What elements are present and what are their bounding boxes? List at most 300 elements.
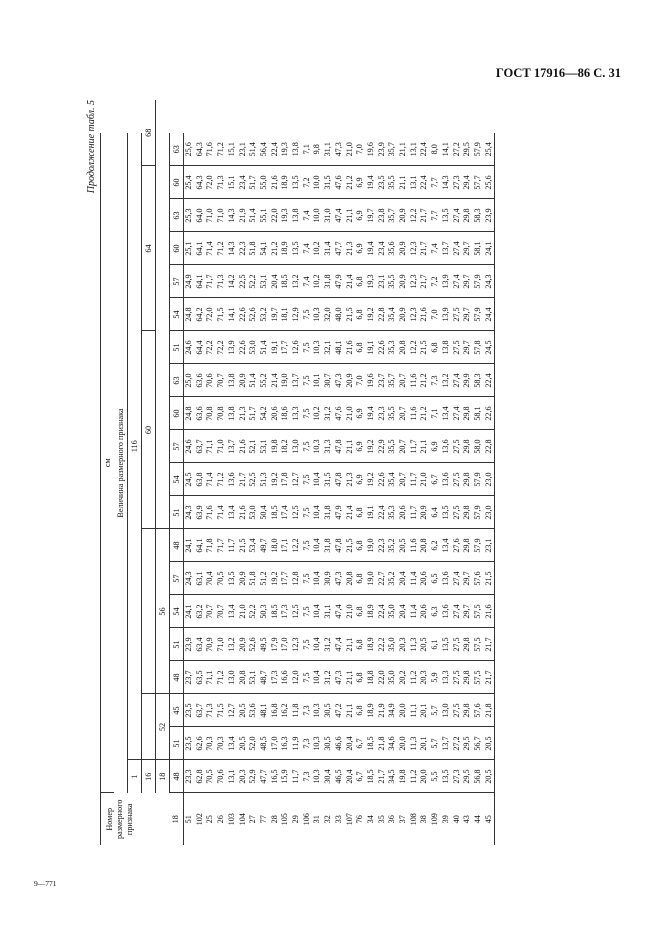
row-number: 107 xyxy=(344,813,354,826)
table-cell: 53,4 xyxy=(248,529,259,562)
table-cell: 13,6 xyxy=(227,463,238,496)
subgroup-header xyxy=(142,529,156,694)
table-cell: 12,3 xyxy=(409,232,420,265)
table-cell: 27,5 xyxy=(452,694,463,727)
row-number: 32 xyxy=(323,815,333,824)
table-cell: 30,5 xyxy=(323,694,334,727)
table-cell: 7,0 xyxy=(355,364,366,397)
table-cell: 19,0 xyxy=(280,364,291,397)
table-cell: 21,1 xyxy=(345,628,356,661)
table-row xyxy=(345,100,356,845)
table-cell: 6,8 xyxy=(355,628,366,661)
table-cell: 47,4 xyxy=(334,595,345,628)
table-cell: 16,3 xyxy=(280,727,291,760)
table-row xyxy=(462,100,473,845)
table-cell: 27,5 xyxy=(452,661,463,694)
table-cell: 13,1 xyxy=(409,133,420,166)
row-number: 109 xyxy=(430,813,440,826)
table-cell: 20,6 xyxy=(398,496,409,529)
table-cell: 13,9 xyxy=(441,298,452,331)
table-cell: 57,9 xyxy=(473,463,484,496)
table-cell: 63,8 xyxy=(195,463,206,496)
table-cell: 22,6 xyxy=(238,331,249,364)
table-cell: 6,8 xyxy=(355,562,366,595)
table-cell: 46,5 xyxy=(334,760,345,793)
table-cell: 63,2 xyxy=(195,595,206,628)
table-cell: 10,3 xyxy=(312,430,323,463)
table-cell: 53,2 xyxy=(259,298,270,331)
table-cell: 22,3 xyxy=(377,529,388,562)
table-cell: 47,3 xyxy=(334,133,345,166)
table-cell: 18,9 xyxy=(366,595,377,628)
table-cell: 12,2 xyxy=(409,199,420,232)
table-cell: 13,2 xyxy=(227,628,238,661)
table-cell: 20,5 xyxy=(484,760,495,793)
table-cell: 47,6 xyxy=(334,166,345,199)
table-cell: 58,1 xyxy=(473,397,484,430)
table-cell: 21,8 xyxy=(377,727,388,760)
column-number-header: 54 xyxy=(170,595,184,628)
table-cell: 15,9 xyxy=(280,760,291,793)
table-cell: 10,0 xyxy=(312,199,323,232)
table-cell: 31,0 xyxy=(323,199,334,232)
table-cell: 58,3 xyxy=(473,199,484,232)
column-number-header: 63 xyxy=(170,199,184,232)
table-cell: 11,1 xyxy=(409,694,420,727)
table-cell: 71,4 xyxy=(216,496,227,529)
table-cell: 20,5 xyxy=(484,727,495,760)
table-cell: 21,0 xyxy=(238,595,249,628)
table-cell: 23,0 xyxy=(484,496,495,529)
table-cell: 23,4 xyxy=(238,166,249,199)
table-cell: 10,1 xyxy=(312,364,323,397)
table-cell: 13,8 xyxy=(291,199,302,232)
table-cell: 13,6 xyxy=(441,562,452,595)
table-cell: 52,0 xyxy=(248,727,259,760)
table-cell: 57,6 xyxy=(473,694,484,727)
table-cell: 35,3 xyxy=(387,331,398,364)
table-cell: 10,4 xyxy=(312,595,323,628)
table-row xyxy=(248,100,259,845)
table-cell: 47,2 xyxy=(334,694,345,727)
table-cell: 19,0 xyxy=(366,562,377,595)
column-number-header: 60 xyxy=(170,397,184,430)
table-cell: 12,6 xyxy=(291,331,302,364)
table-cell: 21,2 xyxy=(419,364,430,397)
table-cell: 19,2 xyxy=(366,463,377,496)
subgroup-header: 60 xyxy=(142,331,156,529)
table-cell: 11,8 xyxy=(291,694,302,727)
chest-header xyxy=(156,133,170,529)
table-cell: 12,5 xyxy=(291,496,302,529)
table-cell: 25,4 xyxy=(484,133,495,166)
table-cell: 51,3 xyxy=(259,463,270,496)
table-cell: 21,6 xyxy=(345,331,356,364)
table-row xyxy=(280,100,291,845)
table-cell: 7,4 xyxy=(430,232,441,265)
table-row xyxy=(312,100,323,845)
table-cell: 47,8 xyxy=(334,529,345,562)
table-cell: 31,5 xyxy=(323,166,334,199)
row-number: 51 xyxy=(184,815,193,824)
row-number: 29 xyxy=(291,815,301,824)
table-cell: 29,8 xyxy=(462,661,473,694)
group-header: 116 xyxy=(128,133,142,760)
table-cell: 8,0 xyxy=(430,133,441,166)
table-cell: 7,5 xyxy=(302,562,313,595)
table-cell: 13,8 xyxy=(227,397,238,430)
table-cell: 12,7 xyxy=(227,694,238,727)
table-cell: 27,5 xyxy=(452,628,463,661)
table-cell: 72,0 xyxy=(205,166,216,199)
table-cell: 25,4 xyxy=(184,166,195,199)
table-cell: 24,8 xyxy=(184,298,195,331)
table-cell: 10,3 xyxy=(312,298,323,331)
table-cell: 19,6 xyxy=(366,133,377,166)
table-cell: 70,7 xyxy=(216,364,227,397)
table-cell: 7,5 xyxy=(302,397,313,430)
table-row xyxy=(473,100,484,845)
table-cell: 46,6 xyxy=(334,727,345,760)
table-cell: 24,6 xyxy=(184,430,195,463)
table-cell: 64,4 xyxy=(195,331,206,364)
table-cell: 56,7 xyxy=(473,727,484,760)
table-cell: 10,3 xyxy=(312,760,323,793)
table-cell: 24,1 xyxy=(184,529,195,562)
table-cell: 20,7 xyxy=(398,397,409,430)
table-cell: 13,4 xyxy=(227,727,238,760)
row-number: 27 xyxy=(248,815,258,824)
group-header: 1 xyxy=(128,760,142,793)
column-number-header: 57 xyxy=(170,265,184,298)
table-cell: 20,1 xyxy=(419,727,430,760)
table-cell: 25,3 xyxy=(184,199,195,232)
table-cell: 70,6 xyxy=(205,364,216,397)
table-cell: 23,8 xyxy=(377,199,388,232)
table-cell: 24,9 xyxy=(184,265,195,298)
table-cell: 17,4 xyxy=(280,496,291,529)
table-cell: 13,8 xyxy=(441,331,452,364)
table-cell: 7,3 xyxy=(302,760,313,793)
table-cell: 29,4 xyxy=(462,166,473,199)
table-cell: 13,5 xyxy=(441,496,452,529)
table-cell: 50,3 xyxy=(259,595,270,628)
table-cell: 13,3 xyxy=(291,397,302,430)
table-cell: 71,3 xyxy=(216,265,227,298)
table-cell: 70,8 xyxy=(216,397,227,430)
table-cell: 31,8 xyxy=(323,496,334,529)
table-row xyxy=(430,100,441,845)
table-cell: 22,4 xyxy=(377,496,388,529)
table-cell: 12,0 xyxy=(291,661,302,694)
column-number-header: 51 xyxy=(170,331,184,364)
table-cell: 29,5 xyxy=(462,133,473,166)
table-cell: 13,5 xyxy=(441,628,452,661)
table-cell: 47,3 xyxy=(334,661,345,694)
table-cell: 7,5 xyxy=(302,595,313,628)
table-cell: 22,6 xyxy=(238,298,249,331)
table-cell: 29,7 xyxy=(462,298,473,331)
table-cell: 21,7 xyxy=(238,463,249,496)
table-cell: 20,9 xyxy=(419,496,430,529)
table-cell: 54,1 xyxy=(259,232,270,265)
table-cell: 52,2 xyxy=(248,595,259,628)
table-row xyxy=(270,100,281,845)
table-cell: 71,2 xyxy=(216,463,227,496)
table-cell: 70,4 xyxy=(205,562,216,595)
table-cell: 51,4 xyxy=(248,133,259,166)
table-cell: 14,3 xyxy=(227,199,238,232)
column-number-header: 51 xyxy=(170,727,184,760)
rotated-table-area xyxy=(86,100,626,845)
table-cell: 12,3 xyxy=(409,265,420,298)
table-cell: 14,3 xyxy=(227,232,238,265)
table-cell: 64,1 xyxy=(195,265,206,298)
table-cell: 11,6 xyxy=(409,364,420,397)
table-cell: 21,6 xyxy=(238,496,249,529)
table-cell: 10,0 xyxy=(312,166,323,199)
table-cell: 21,6 xyxy=(484,595,495,628)
row-number: 105 xyxy=(280,813,290,826)
table-cell: 18,9 xyxy=(366,694,377,727)
table-cell: 21,5 xyxy=(484,562,495,595)
table-cell: 6,8 xyxy=(430,331,441,364)
row-number: 102 xyxy=(194,813,204,826)
column-number-header: 60 xyxy=(170,232,184,265)
table-cell: 11,4 xyxy=(409,562,420,595)
table-cell: 7,5 xyxy=(302,298,313,331)
table-row xyxy=(334,100,345,845)
table-cell: 15,1 xyxy=(227,133,238,166)
table-cell: 35,6 xyxy=(387,232,398,265)
table-cell: 7,5 xyxy=(302,364,313,397)
table-cell: 19,4 xyxy=(366,397,377,430)
table-cell: 18,1 xyxy=(280,298,291,331)
row-number: 39 xyxy=(440,815,450,824)
table-row xyxy=(205,100,216,845)
table-cell: 13,7 xyxy=(227,430,238,463)
table-cell: 21,5 xyxy=(419,331,430,364)
table-cell: 7,3 xyxy=(302,727,313,760)
table-cell: 63,5 xyxy=(195,661,206,694)
table-cell: 6,8 xyxy=(355,694,366,727)
table-cell: 25,6 xyxy=(184,133,195,166)
table-cell: 47,8 xyxy=(334,430,345,463)
table-cell: 7,1 xyxy=(302,133,313,166)
table-cell: 17,0 xyxy=(270,727,281,760)
table-cell: 20,4 xyxy=(398,595,409,628)
table-cell: 23,5 xyxy=(184,727,195,760)
table-cell: 48,0 xyxy=(334,298,345,331)
table-cell: 18,9 xyxy=(366,628,377,661)
table-cell: 24,1 xyxy=(184,595,195,628)
table-cell: 23,7 xyxy=(377,364,388,397)
table-cell: 31,2 xyxy=(323,397,334,430)
table-cell: 12,7 xyxy=(291,463,302,496)
table-cell: 18,8 xyxy=(366,661,377,694)
table-cell: 31,2 xyxy=(323,661,334,694)
table-cell: 20,9 xyxy=(398,232,409,265)
table-cell: 20,4 xyxy=(345,727,356,760)
size-data-table xyxy=(100,100,495,845)
table-cell: 24,4 xyxy=(484,298,495,331)
table-cell: 11,6 xyxy=(409,529,420,562)
table-cell: 24,3 xyxy=(184,496,195,529)
table-cell: 70,7 xyxy=(205,595,216,628)
table-cell: 13,7 xyxy=(441,232,452,265)
table-cell: 35,4 xyxy=(387,463,398,496)
table-cell: 6,5 xyxy=(430,562,441,595)
table-row xyxy=(216,100,227,845)
table-cell: 7,4 xyxy=(302,265,313,298)
table-cell: 17,1 xyxy=(280,529,291,562)
table-cell: 10,3 xyxy=(312,331,323,364)
table-cell: 23,1 xyxy=(484,529,495,562)
table-cell: 20,9 xyxy=(238,364,249,397)
table-cell: 13,4 xyxy=(441,397,452,430)
table-cell: 16,2 xyxy=(280,694,291,727)
table-cell: 19,1 xyxy=(366,331,377,364)
table-cell: 21,9 xyxy=(377,694,388,727)
table-cell: 57,9 xyxy=(473,133,484,166)
table-cell: 63,7 xyxy=(195,694,206,727)
column-number-header: 54 xyxy=(170,463,184,496)
table-cell: 10,4 xyxy=(312,628,323,661)
table-cell: 57,6 xyxy=(473,562,484,595)
chest-header: 52 xyxy=(156,694,170,760)
table-cell: 22,4 xyxy=(377,595,388,628)
table-cell: 27,6 xyxy=(452,529,463,562)
table-cell: 6,8 xyxy=(355,595,366,628)
table-cell: 34,9 xyxy=(387,694,398,727)
column-number-header: 45 xyxy=(170,694,184,727)
table-cell: 57,7 xyxy=(473,166,484,199)
table-cell: 20,9 xyxy=(345,364,356,397)
table-cell: 21,4 xyxy=(270,364,281,397)
table-cell: 23,0 xyxy=(484,463,495,496)
table-cell: 11,9 xyxy=(291,727,302,760)
table-cell: 23,5 xyxy=(377,166,388,199)
table-cell: 20,7 xyxy=(398,430,409,463)
table-cell: 29,9 xyxy=(462,364,473,397)
table-cell: 6,9 xyxy=(355,232,366,265)
table-cell: 29,8 xyxy=(462,628,473,661)
table-cell: 24,6 xyxy=(184,331,195,364)
table-cell: 11,4 xyxy=(409,595,420,628)
table-cell: 27,2 xyxy=(452,133,463,166)
table-cell: 20,5 xyxy=(398,529,409,562)
table-cell: 18,5 xyxy=(366,727,377,760)
table-cell: 71,0 xyxy=(205,199,216,232)
table-cell: 27,5 xyxy=(452,298,463,331)
table-cell: 31,8 xyxy=(323,265,334,298)
table-cell: 52,2 xyxy=(248,265,259,298)
table-cell: 22,4 xyxy=(484,364,495,397)
table-cell: 57,5 xyxy=(473,628,484,661)
table-cell: 20,9 xyxy=(398,298,409,331)
table-cell: 18,0 xyxy=(270,529,281,562)
table-cell: 13,2 xyxy=(441,364,452,397)
table-cell: 70,9 xyxy=(205,628,216,661)
table-cell: 14,2 xyxy=(227,265,238,298)
table-cell: 29,8 xyxy=(462,397,473,430)
table-cell: 7,5 xyxy=(302,661,313,694)
table-cell: 27,5 xyxy=(452,496,463,529)
table-cell: 21,7 xyxy=(484,661,495,694)
table-cell: 55,2 xyxy=(259,364,270,397)
table-cell: 13,1 xyxy=(409,166,420,199)
table-cell: 22,8 xyxy=(484,430,495,463)
table-cell: 20,0 xyxy=(419,760,430,793)
row-number: 37 xyxy=(398,815,408,824)
table-cell: 7,4 xyxy=(302,232,313,265)
table-cell: 35,7 xyxy=(387,133,398,166)
table-cell: 63,1 xyxy=(195,562,206,595)
table-cell: 35,5 xyxy=(387,430,398,463)
table-cell: 47,4 xyxy=(334,199,345,232)
table-cell: 20,5 xyxy=(238,727,249,760)
table-cell: 70,7 xyxy=(216,595,227,628)
table-cell: 27,2 xyxy=(452,727,463,760)
table-cell: 31,1 xyxy=(323,595,334,628)
table-cell: 19,2 xyxy=(366,430,377,463)
table-cell: 35,7 xyxy=(387,364,398,397)
table-cell: 47,7 xyxy=(259,760,270,793)
table-cell: 29,7 xyxy=(462,562,473,595)
table-cell: 13,4 xyxy=(227,496,238,529)
table-cell: 21,5 xyxy=(345,298,356,331)
table-cell: 6,9 xyxy=(355,166,366,199)
table-cell: 13,5 xyxy=(291,166,302,199)
table-cell: 10,2 xyxy=(312,232,323,265)
table-cell: 7,1 xyxy=(430,397,441,430)
table-cell: 10,3 xyxy=(312,694,323,727)
column-number-header: 48 xyxy=(170,661,184,694)
table-cell: 16,6 xyxy=(280,661,291,694)
magnitude-header: Величина размерного признака xyxy=(114,133,128,793)
table-cell: 62,6 xyxy=(195,727,206,760)
table-row xyxy=(259,100,270,845)
table-cell: 9,8 xyxy=(312,133,323,166)
table-cell: 71,2 xyxy=(216,661,227,694)
table-cell: 24,5 xyxy=(484,331,495,364)
table-row xyxy=(452,100,463,845)
table-cell: 22,3 xyxy=(238,232,249,265)
table-cell: 17,3 xyxy=(280,595,291,628)
table-cell: 17,3 xyxy=(270,661,281,694)
table-cell: 35,3 xyxy=(387,496,398,529)
table-cell: 23,9 xyxy=(184,628,195,661)
table-row xyxy=(484,100,495,845)
table-cell: 22,0 xyxy=(377,661,388,694)
table-cell: 13,8 xyxy=(291,133,302,166)
table-cell: 27,4 xyxy=(452,265,463,298)
table-cell: 20,4 xyxy=(345,760,356,793)
subgroup-header: 68 xyxy=(142,100,156,166)
table-cell: 31,4 xyxy=(323,232,334,265)
table-cell: 47,3 xyxy=(334,562,345,595)
table-cell: 71,3 xyxy=(216,166,227,199)
rowhead-index: 18 xyxy=(170,793,184,845)
table-cell: 55,1 xyxy=(259,199,270,232)
chest-header: 56 xyxy=(156,529,170,694)
table-cell: 48,1 xyxy=(259,694,270,727)
table-cell: 11,6 xyxy=(409,397,420,430)
table-cell: 51,2 xyxy=(259,562,270,595)
table-cell: 47,3 xyxy=(334,364,345,397)
table-cell: 32,0 xyxy=(323,298,334,331)
table-cell: 35,5 xyxy=(387,166,398,199)
